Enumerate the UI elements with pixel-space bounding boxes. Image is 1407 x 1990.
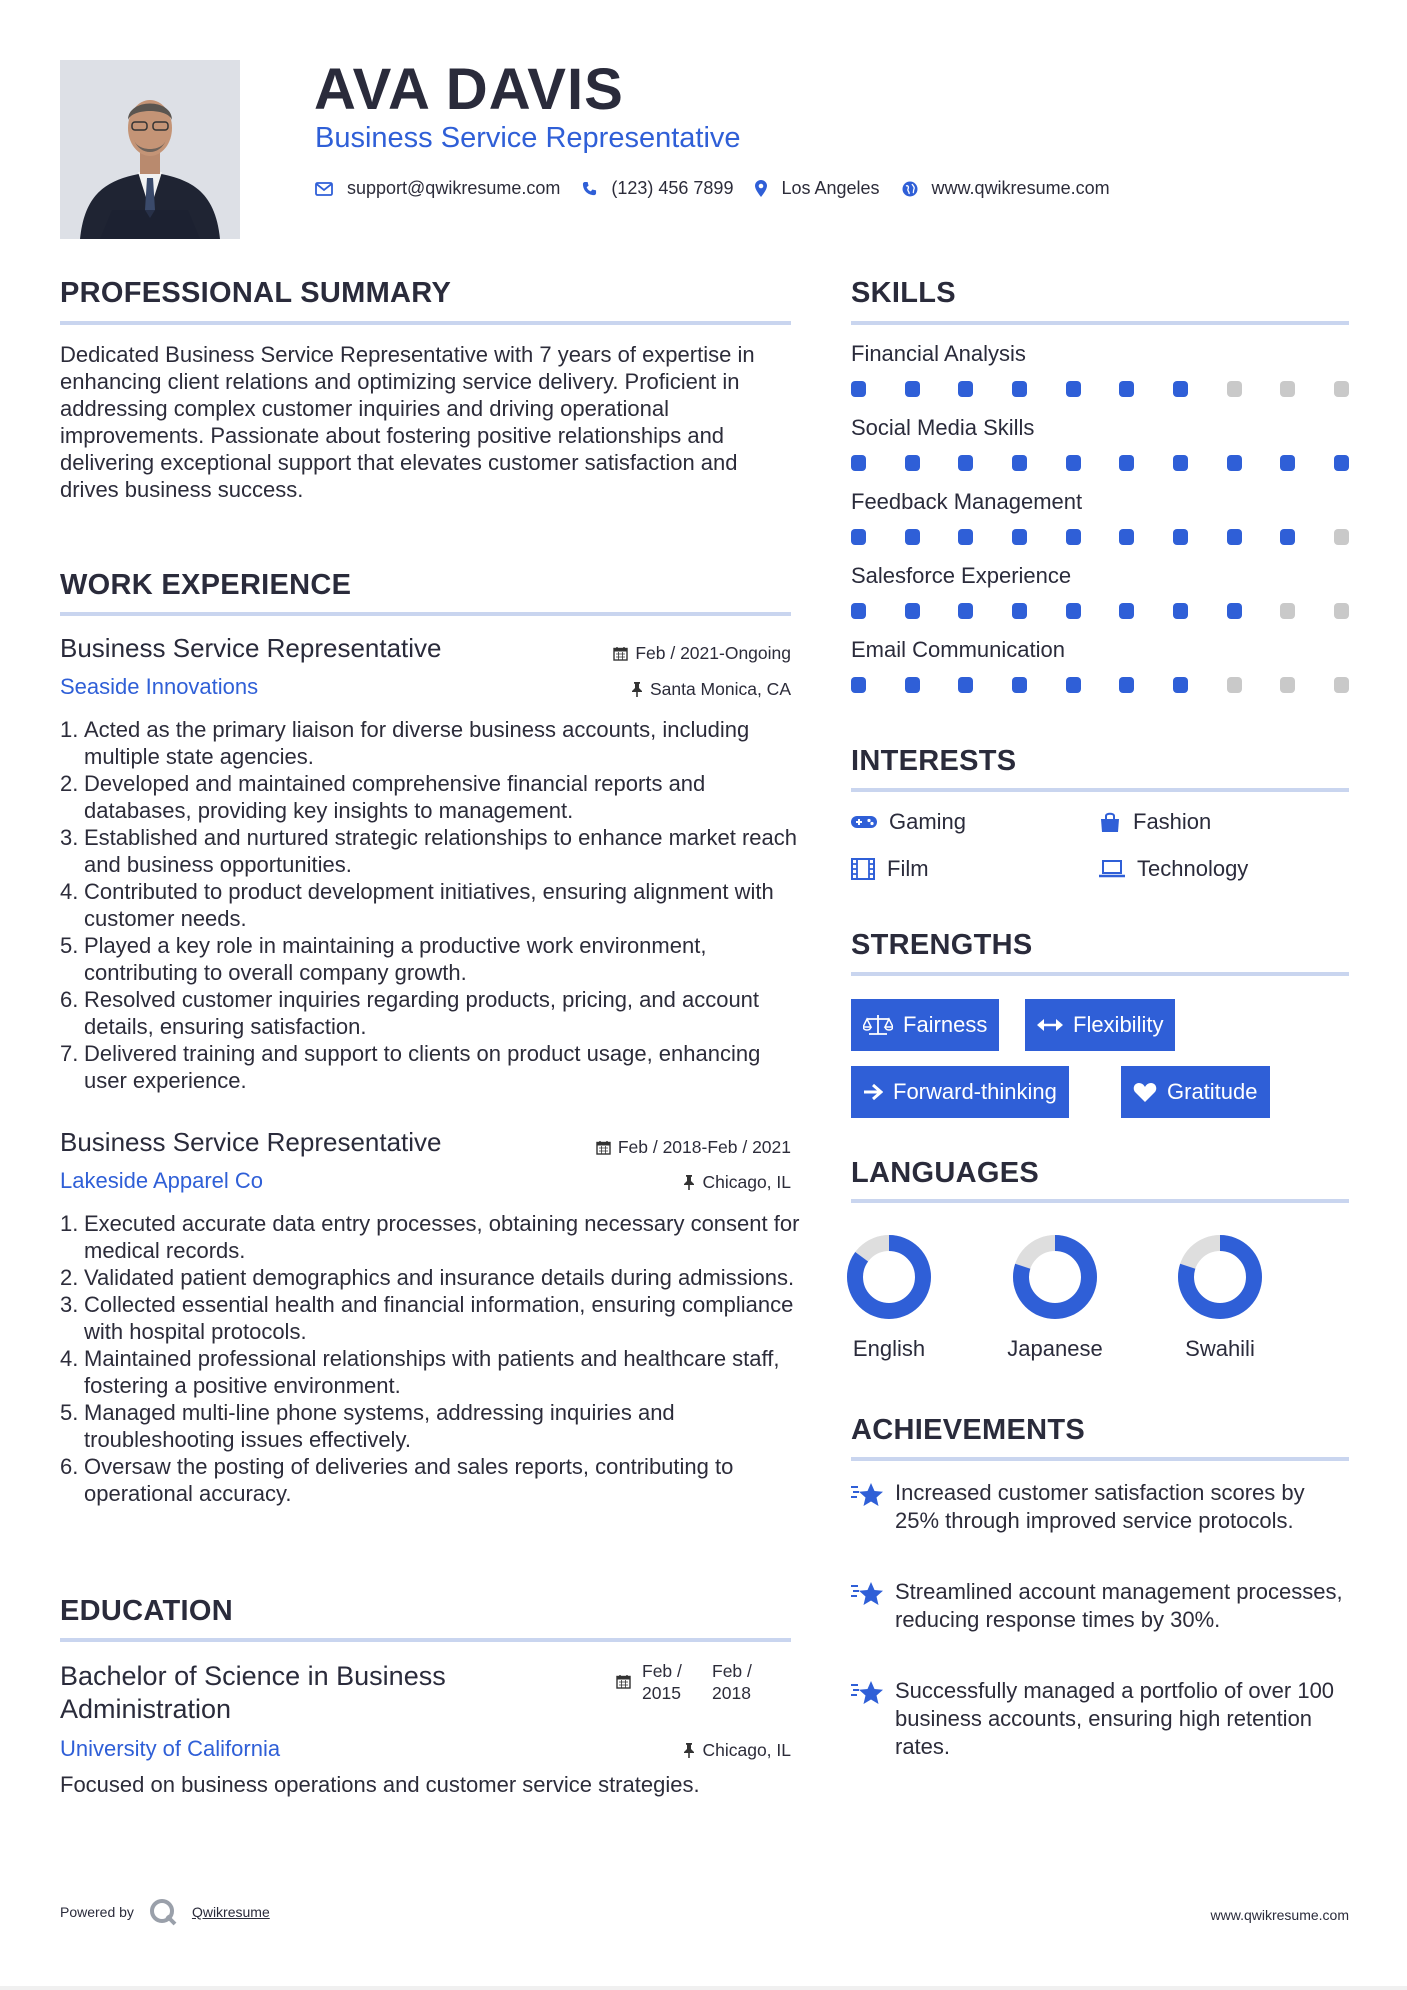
responsibility-item bbox=[60, 1291, 800, 1345]
rating-dot-filled bbox=[958, 677, 973, 693]
item-number: 3. bbox=[60, 1292, 79, 1317]
item-text: Oversaw the posting of deliveries and sales reports, contributing to operational accuracy. bbox=[84, 1454, 734, 1506]
interests-heading: INTERESTS bbox=[851, 745, 1017, 777]
skill-rating bbox=[851, 603, 1349, 619]
rating-dot-filled bbox=[958, 603, 973, 619]
phone-icon bbox=[582, 181, 597, 196]
skills-divider bbox=[851, 321, 1349, 325]
strength-label: Flexibility bbox=[1073, 1012, 1164, 1037]
shopping-bag-icon bbox=[1099, 811, 1121, 833]
achievement-text: Increased customer satisfaction scores by 25% through improved service protocols. bbox=[895, 1480, 1305, 1533]
item-text: Validated patient demographics and insurance details during admissions. bbox=[84, 1265, 795, 1290]
calendar-icon-wrap bbox=[616, 1674, 638, 1689]
rating-dot-empty bbox=[1280, 381, 1295, 397]
arrow-right-icon bbox=[863, 1083, 883, 1101]
rating-dot-filled bbox=[851, 529, 866, 545]
contact-location bbox=[755, 178, 879, 199]
language-name: Swahili bbox=[1185, 1336, 1255, 1361]
contact-email[interactable] bbox=[315, 178, 560, 199]
job-location-text: Chicago, IL bbox=[702, 1172, 791, 1192]
skill-rating bbox=[851, 381, 1349, 397]
strength-tag bbox=[851, 1066, 1069, 1118]
item-text: Managed multi-line phone systems, addressing inquiries and troubleshooting issues effectively. bbox=[84, 1400, 675, 1452]
job-location bbox=[631, 679, 791, 700]
interest-item bbox=[851, 856, 929, 882]
item-text: Maintained professional relationships with patients and healthcare staff, fostering a positive environment. bbox=[84, 1346, 780, 1398]
rating-dot-filled bbox=[1173, 603, 1188, 619]
language-proficiency-donut bbox=[1012, 1234, 1098, 1320]
rating-dot-filled bbox=[1173, 529, 1188, 545]
envelope-icon bbox=[315, 182, 333, 196]
responsibility-item bbox=[60, 1453, 800, 1507]
language-item bbox=[1160, 1234, 1280, 1362]
item-number: 6. bbox=[60, 1454, 79, 1479]
language-name: English bbox=[852, 1336, 926, 1361]
interests-divider bbox=[851, 788, 1349, 792]
interest-label: Gaming bbox=[889, 809, 967, 834]
strength-label: Forward-thinking bbox=[893, 1079, 1057, 1104]
map-pin-icon bbox=[755, 180, 767, 197]
pushpin-icon bbox=[631, 682, 643, 697]
rating-dot-filled bbox=[1012, 381, 1027, 397]
job-responsibilities bbox=[60, 716, 800, 1094]
item-number: 4. bbox=[60, 1346, 79, 1371]
strength-tag bbox=[851, 999, 999, 1051]
job-location bbox=[683, 1172, 791, 1193]
interest-label: Film bbox=[887, 856, 929, 881]
education-description: Focused on business operations and customer service strategies. bbox=[60, 1772, 700, 1797]
rating-dot-empty bbox=[1227, 381, 1242, 397]
star-award-icon bbox=[851, 1578, 895, 1634]
achievements-divider bbox=[851, 1457, 1349, 1461]
item-text: Contributed to product development initiatives, ensuring alignment with customer needs. bbox=[84, 879, 774, 931]
skill-name: Email Communication bbox=[851, 637, 1065, 662]
job-location-text: Santa Monica, CA bbox=[649, 679, 791, 699]
rating-dot-filled bbox=[1119, 677, 1134, 693]
rating-dot-filled bbox=[1119, 381, 1134, 397]
responsibility-item bbox=[60, 1399, 800, 1453]
job-date bbox=[613, 643, 791, 664]
rating-dot-filled bbox=[1119, 529, 1134, 545]
star-award-icon bbox=[851, 1479, 895, 1535]
rating-dot-empty bbox=[1334, 529, 1349, 545]
rating-dot-filled bbox=[905, 455, 920, 471]
item-number: 7. bbox=[60, 1041, 79, 1066]
summary-text: Dedicated Business Service Representative with 7 years of expertise in enhancing client relations and optimizing service delivery. Proficient in addressing complex customer inquiries and driving operational improvements. Passionate about fostering positive relationships and delivering exceptional support that elevates customer satisfaction and drives business success. bbox=[60, 342, 755, 502]
powered-by-label: Powered by bbox=[60, 1904, 134, 1920]
education-heading: EDUCATION bbox=[60, 1595, 233, 1627]
rating-dot-filled bbox=[905, 677, 920, 693]
pushpin-icon bbox=[683, 1175, 695, 1190]
skill-name: Social Media Skills bbox=[851, 415, 1035, 440]
skill-rating bbox=[851, 677, 1349, 693]
strength-label: Gratitude bbox=[1167, 1079, 1258, 1104]
responsibility-item bbox=[60, 1345, 800, 1399]
responsibility-item bbox=[60, 1210, 800, 1264]
footer-powered-by bbox=[60, 1897, 270, 1927]
item-number: 2. bbox=[60, 1265, 79, 1290]
strength-tag bbox=[1121, 1066, 1270, 1118]
item-text: Delivered training and support to clients on product usage, enhancing user experience. bbox=[84, 1041, 761, 1093]
page-bottom-border bbox=[0, 1986, 1407, 1990]
rating-dot-filled bbox=[1173, 381, 1188, 397]
profile-photo bbox=[60, 60, 240, 239]
item-text: Established and nurtured strategic relationships to enhance market reach and business opportunities. bbox=[84, 825, 797, 877]
job-company: Seaside Innovations bbox=[60, 674, 259, 699]
skill-name: Feedback Management bbox=[851, 489, 1083, 514]
education-end-date bbox=[712, 1660, 766, 1704]
rating-dot-empty bbox=[1334, 677, 1349, 693]
item-number: 6. bbox=[60, 987, 79, 1012]
contact-website[interactable] bbox=[902, 178, 1110, 199]
rating-dot-filled bbox=[958, 381, 973, 397]
job-date-text: Feb / 2021-Ongoing bbox=[635, 643, 791, 663]
item-number: 2. bbox=[60, 771, 79, 796]
rating-dot-filled bbox=[1173, 677, 1188, 693]
responsibility-item bbox=[60, 986, 800, 1040]
rating-dot-empty bbox=[1280, 677, 1295, 693]
rating-dot-filled bbox=[1066, 603, 1081, 619]
item-number: 4. bbox=[60, 879, 79, 904]
rating-dot-filled bbox=[905, 529, 920, 545]
interest-label: Technology bbox=[1137, 856, 1249, 881]
strength-label: Fairness bbox=[903, 1012, 988, 1037]
contact-phone[interactable] bbox=[582, 178, 733, 199]
rating-dot-filled bbox=[851, 603, 866, 619]
rating-dot-filled bbox=[905, 603, 920, 619]
item-text: Collected essential health and financial information, ensuring compliance with hospital protocols. bbox=[84, 1292, 794, 1344]
responsibility-item bbox=[60, 932, 800, 986]
website-text: www.qwikresume.com bbox=[931, 178, 1110, 198]
location-text: Los Angeles bbox=[781, 178, 880, 198]
rating-dot-filled bbox=[1227, 455, 1242, 471]
rating-dot-filled bbox=[905, 381, 920, 397]
skills-heading: SKILLS bbox=[851, 277, 956, 309]
item-text: Played a key role in maintaining a productive work environment, contributing to overall company growth. bbox=[84, 933, 707, 985]
calendar-icon bbox=[616, 1674, 631, 1689]
responsibility-item bbox=[60, 878, 800, 932]
star-award-icon bbox=[851, 1677, 895, 1761]
email-text: support@qwikresume.com bbox=[347, 178, 561, 198]
language-proficiency-donut bbox=[846, 1234, 932, 1320]
item-text: Acted as the primary liaison for diverse business accounts, including multiple state agencies. bbox=[84, 717, 750, 769]
achievements-heading: ACHIEVEMENTS bbox=[851, 1414, 1086, 1446]
language-item bbox=[995, 1234, 1115, 1362]
achievement-text: Successfully managed a portfolio of over 100 business accounts, ensuring high retention rates. bbox=[895, 1678, 1335, 1759]
calendar-icon bbox=[613, 646, 628, 661]
responsibility-item bbox=[60, 770, 800, 824]
language-item bbox=[829, 1234, 949, 1362]
rating-dot-filled bbox=[1227, 529, 1242, 545]
achievement-item bbox=[851, 1677, 1351, 1761]
rating-dot-filled bbox=[1012, 677, 1027, 693]
experience-heading: WORK EXPERIENCE bbox=[60, 569, 352, 601]
school-location-text: Chicago, IL bbox=[702, 1740, 791, 1760]
rating-dot-filled bbox=[1066, 529, 1081, 545]
education-end-date-text: Feb / 2018 bbox=[712, 1661, 752, 1703]
rating-dot-filled bbox=[958, 529, 973, 545]
strengths-heading: STRENGTHS bbox=[851, 929, 1033, 961]
film-icon bbox=[851, 858, 875, 880]
balance-scale-icon bbox=[863, 1014, 893, 1036]
rating-dot-filled bbox=[1280, 529, 1295, 545]
rating-dot-filled bbox=[1066, 677, 1081, 693]
rating-dot-filled bbox=[851, 677, 866, 693]
skill-name: Salesforce Experience bbox=[851, 563, 1072, 588]
rating-dot-filled bbox=[1227, 603, 1242, 619]
heart-icon bbox=[1133, 1082, 1157, 1103]
phone-text: (123) 456 7899 bbox=[611, 178, 734, 198]
job-title: Business Service Representative bbox=[60, 1127, 442, 1157]
responsibility-item bbox=[60, 1264, 800, 1291]
rating-dot-filled bbox=[1012, 603, 1027, 619]
responsibility-item bbox=[60, 1040, 800, 1094]
item-text: Resolved customer inquiries regarding products, pricing, and account details, ensuring satisfaction. bbox=[84, 987, 760, 1039]
item-text: Developed and maintained comprehensive financial reports and databases, providing key insights to management. bbox=[84, 771, 706, 823]
rating-dot-filled bbox=[1066, 381, 1081, 397]
responsibility-item bbox=[60, 824, 800, 878]
rating-dot-filled bbox=[1173, 455, 1188, 471]
rating-dot-filled bbox=[1012, 529, 1027, 545]
job-date bbox=[596, 1137, 791, 1158]
qwikresume-link[interactable]: Qwikresume bbox=[191, 1904, 270, 1920]
skill-rating bbox=[851, 455, 1349, 471]
footer-website[interactable]: www.qwikresume.com bbox=[1210, 1907, 1349, 1923]
skill-name: Financial Analysis bbox=[851, 341, 1026, 366]
candidate-name: AVA DAVIS bbox=[314, 57, 624, 122]
calendar-icon bbox=[596, 1140, 611, 1155]
laptop-icon bbox=[1099, 860, 1125, 878]
item-number: 1. bbox=[60, 1211, 79, 1236]
rating-dot-filled bbox=[958, 455, 973, 471]
achievement-item bbox=[851, 1479, 1351, 1535]
experience-divider bbox=[60, 612, 791, 616]
job-responsibilities bbox=[60, 1210, 800, 1507]
responsibility-item bbox=[60, 716, 800, 770]
achievement-item bbox=[851, 1578, 1351, 1634]
summary-divider bbox=[60, 321, 791, 325]
interest-item bbox=[1099, 809, 1211, 835]
contact-bar bbox=[315, 178, 1132, 199]
rating-dot-filled bbox=[1280, 455, 1295, 471]
education-start-date: Feb / 2015 bbox=[642, 1661, 682, 1703]
rating-dot-empty bbox=[1227, 677, 1242, 693]
rating-dot-filled bbox=[1119, 455, 1134, 471]
item-number: 5. bbox=[60, 1400, 79, 1425]
school-location bbox=[683, 1740, 791, 1761]
strength-tag bbox=[1025, 999, 1175, 1051]
arrows-horizontal-icon bbox=[1037, 1018, 1063, 1032]
job-company: Lakeside Apparel Co bbox=[60, 1168, 264, 1193]
summary-heading: PROFESSIONAL SUMMARY bbox=[60, 277, 452, 309]
item-number: 5. bbox=[60, 933, 79, 958]
interest-label: Fashion bbox=[1133, 809, 1212, 834]
school-name: University of California bbox=[60, 1736, 281, 1761]
education-divider bbox=[60, 1638, 791, 1642]
rating-dot-filled bbox=[1066, 455, 1081, 471]
job-title: Business Service Representative bbox=[60, 633, 442, 663]
languages-divider bbox=[851, 1199, 1349, 1203]
candidate-title: Business Service Representative bbox=[315, 122, 741, 154]
language-name: Japanese bbox=[1007, 1336, 1103, 1361]
interest-item bbox=[851, 809, 966, 835]
item-number: 3. bbox=[60, 825, 79, 850]
rating-dot-filled bbox=[851, 381, 866, 397]
rating-dot-filled bbox=[1334, 455, 1349, 471]
globe-icon bbox=[902, 181, 918, 197]
rating-dot-empty bbox=[1334, 603, 1349, 619]
achievement-text: Streamlined account management processes, reducing response times by 30%. bbox=[895, 1579, 1343, 1632]
gamepad-icon bbox=[851, 814, 877, 830]
rating-dot-filled bbox=[1119, 603, 1134, 619]
interest-item bbox=[1099, 856, 1248, 882]
degree-title: Bachelor of Science in Business Administration bbox=[60, 1661, 446, 1724]
language-proficiency-donut bbox=[1177, 1234, 1263, 1320]
job-date-text: Feb / 2018-Feb / 2021 bbox=[617, 1137, 791, 1157]
rating-dot-empty bbox=[1334, 381, 1349, 397]
strengths-divider bbox=[851, 972, 1349, 976]
qwikresume-logo-icon bbox=[148, 1897, 178, 1927]
pushpin-icon bbox=[683, 1743, 695, 1758]
skill-rating bbox=[851, 529, 1349, 545]
languages-heading: LANGUAGES bbox=[851, 1157, 1039, 1189]
rating-dot-empty bbox=[1280, 603, 1295, 619]
item-text: Executed accurate data entry processes, obtaining necessary consent for medical records. bbox=[84, 1211, 800, 1263]
item-number: 1. bbox=[60, 717, 79, 742]
rating-dot-filled bbox=[851, 455, 866, 471]
rating-dot-filled bbox=[1012, 455, 1027, 471]
